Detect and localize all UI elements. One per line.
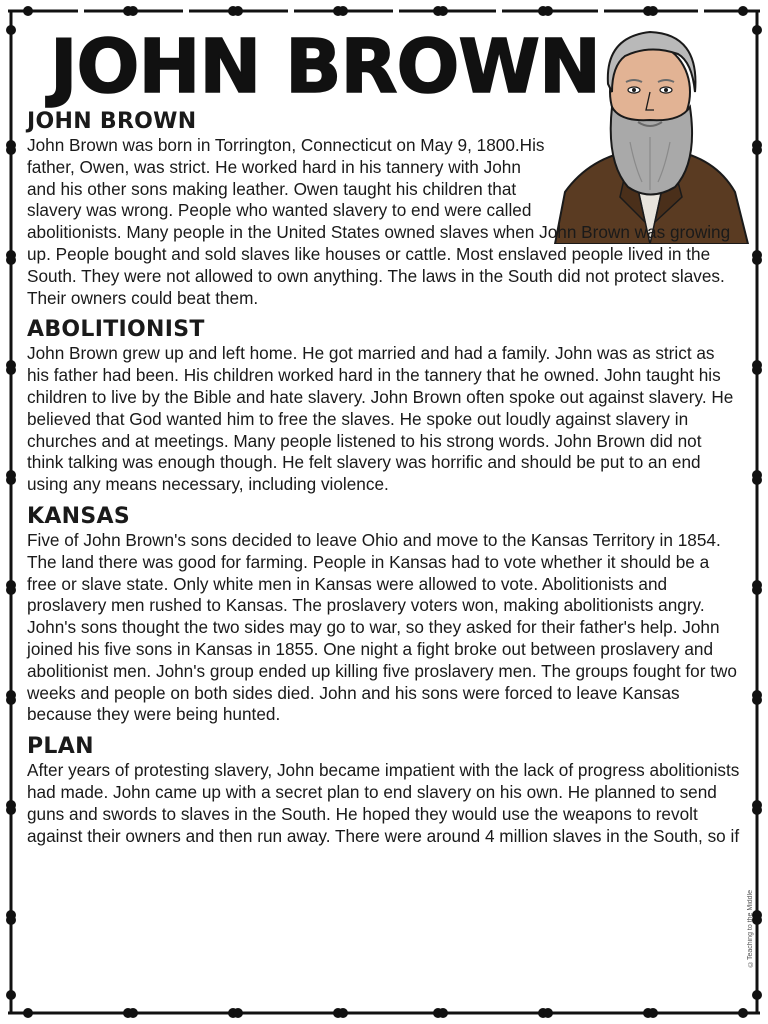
border-left [4, 10, 18, 1014]
copyright-credit: ©Teaching to the Middle [747, 890, 754, 968]
section-heading-abolitionist: ABOLITIONIST [27, 317, 205, 343]
border-bottom [8, 1006, 760, 1020]
border-right [750, 10, 764, 1014]
border-top [8, 4, 760, 18]
section-body-kansas: Five of John Brown's sons decided to leave Ohio and move to the Kansas Territory in 1854. The land there was good for farming. People in Kansas had to vote whether it should be a free or slave state. Only white men in Kansas were allowed to vote. Abolitionists and proslavery men rushed to Kansas. The proslavery voters won, making abolitionists angry. John's sons thought the two sides may go to war, so they asked for their father's help. John joined his five sons in Kansas in 1855. One night a fight broke out between proslavery and abolitionist men. John's group ended up killing five proslavery men. The groups fought for two weeks and people on both sides died. John and his sons were forced to leave Kansas because they were being hunted. [27, 529, 737, 725]
section-body-abolitionist: John Brown grew up and left home. He got married and had a family. John was as strict as his father had been. His children worked hard in the tannery that he owned. John taught his children to live by the Bible and hate slavery. John Brown often spoke out against slavery. He believed that God wanted him to free the slaves. He spoke out loudly against slavery in churches and at meetings. Many people listened to his strong words. John Brown did not think talking was enough though. He felt slavery was horrific and should be put to an end using any means necessary, including violence. [27, 343, 734, 495]
section-body-john-brown: abolitionists. Many people in the United States owned slaves when John Brown was growing up. People bought and sold slaves like houses or cattle. Most enslaved people lived in the South. They were not allowed to own anything. The laws in the South did not protect slaves. Their owners could beat them. [27, 222, 731, 308]
section-heading-plan: PLAN [27, 734, 94, 760]
section-body-plan: After years of protesting slavery, John became impatient with the lack of progress abolitionists had made. John came up with a secret plan to end slavery on his own. He planned to send guns and swords to slaves in the South. He hoped they would use the weapons to revolt against their owners and then run away. There were around 4 million slaves in the South, so if [27, 760, 740, 846]
page-title: JOHN BROWN [50, 24, 600, 110]
article-body [27, 108, 741, 854]
section-intro-john-brown: John Brown was born in Torrington, Connecticut on May 9, 1800.His father, Owen, was strict. He worked hard in his tannery with John and his other sons making leather. Owen taught his children that slavery was wrong. People who wanted slavery to end were called [27, 135, 545, 221]
section-heading-john-brown: JOHN BROWN [27, 109, 197, 134]
section-heading-kansas: KANSAS [27, 503, 131, 529]
